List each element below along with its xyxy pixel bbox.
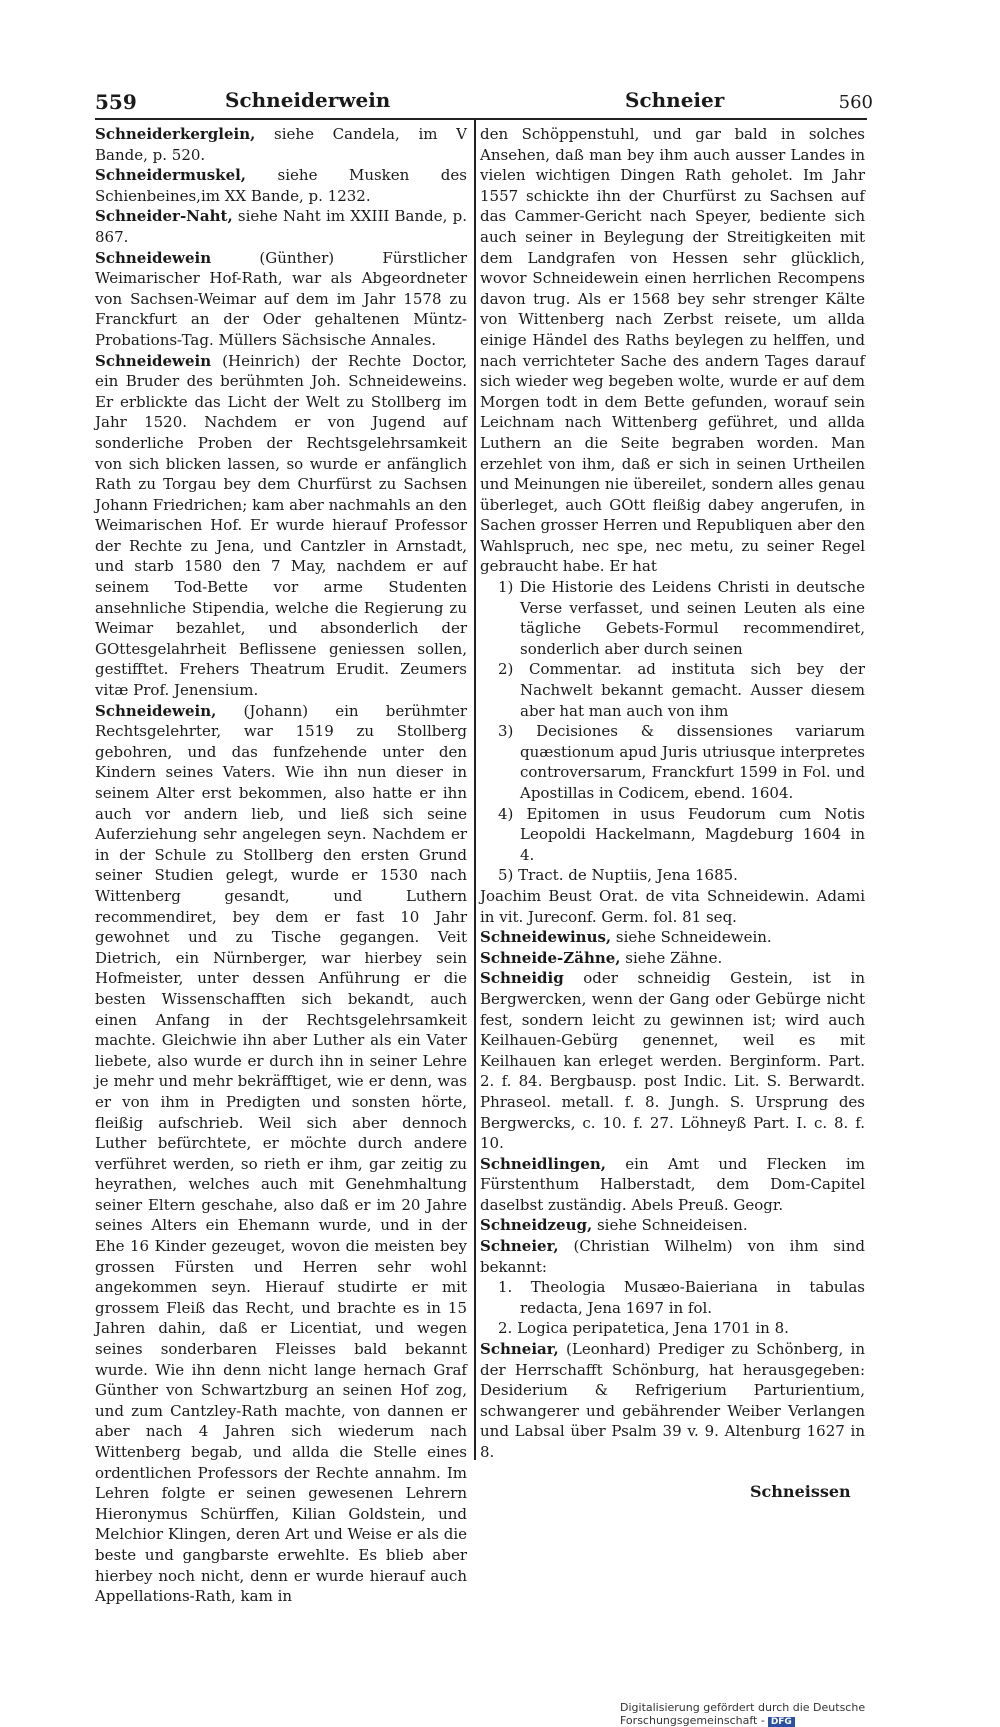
entry-text: siehe Musken des Schienbeines,im XX Bande, p. 1232. (95, 166, 467, 205)
headword: Schneidig (480, 969, 564, 988)
entry-text: (Johann) ein berühmter Rechtsgelehrter, war 1519 zu Stollberg gebohren, und das funfzehende unter den Kindern seines Vaters. Wie ihn nun dieser in seinem Alter erst bekommen, also hatte er ihn auch vor andern lieb, und ließ sich seine Auferziehung sehr angelegen seyn. Nachdem er in der Schule zu Stollberg den ersten Grund seiner Studien gelegt, wurde er 1530 nach Wittenberg gesandt, und Luthern recommendiret, bey dem er fast 10 Jahr gewohnet und zu Tische gegangen. Veit Dietrich, ein Nürnberger, war hierbey sein Hofmeister, unter dessen Anführung er die besten Wissenschafften sich bekandt, auch einen Anfang in der Rechtsgelehrsamkeit machte. Gleichwie ihn aber Luther als ein Vater liebete, also wurde er durch ihn in seiner Lehre je mehr und mehr bekräfftiget, wie er denn, was er von ihm in Predigten und sonsten hörte, fleißig aufschrieb. Weil sich aber dennoch Luther befürchtete, er möchte durch andere verführet werden, so rieth er ihm, gar zeitig zu heyrathen, welches auch mit Genehmhaltung seiner Eltern geschahe, also daß er im 20 Jahre seines Alters ein Ehemann wurde, und in der Ehe 16 Kinder gezeuget, wovon die meisten bey grossen Fürsten und Herren sehr wohl angekommen seyn. Hierauf studirte er mit grossem Fleiß das Recht, und brachte es in 15 Jahren dahin, daß er Licentiat, und wegen seines sonderbaren Fleisses bald bekannt wurde. Wie ihn denn nicht lange hernach Graf Günther von Schwartzburg an seinen Hof zog, und zum Cantzley-Rath machte, von dannen er aber nach 4 Jahren sich wiederum nach Wittenberg begab, und allda die Stelle eines ordentlichen Professors der Rechte annahm. Im Lehren folgte er seinen gewesenen Lehrern Hieronymus Schürffen, Kilian Goldstein, und Melchior Klingen, deren Art und Weise er als die beste und gangbarste erwehlte. Es blieb aber hierbey noch nicht, denn er wurde hierauf auch Appellations-Rath, kam in (95, 701, 467, 1606)
entry-text: oder schneidig Gestein, ist in Bergwercken, wenn der Gang oder Gebürge nicht fest, sondern leicht zu gewinnen ist; wird auch Keilhauen-Gebürg genennet, weil es mit Keilhauen kan erleget werden. Berginform. Part. 2. f. 84. Bergbausp. post Indic. Lit. S. Berwardt. Phraseol. metall. f. 8. Jungh. S. Ursprung des Bergwercks, c. 10. f. 27. Löhneyß Part. I. c. 8. f. 10. (480, 969, 865, 1153)
entry-text: siehe Schneidewein. (611, 928, 772, 947)
column-rule (474, 120, 476, 1460)
work-item: 1) Die Historie des Leidens Christi in deutsche Verse verfasset, und seinen Leuten als eine tägliche Gebets-Formul recommendiret, sonderlich aber durch seinen (498, 578, 865, 658)
running-header (95, 88, 873, 116)
catchword: Schneissen (750, 1482, 851, 1501)
headword: Schneide-Zähne, (480, 948, 621, 967)
header-rule (95, 118, 867, 120)
entry (480, 927, 865, 948)
references: Joachim Beust Orat. de vita Schneidewin. Adami in vit. Jureconf. Germ. fol. 81 seq. (480, 886, 865, 926)
entry-text: siehe Candela, im V Bande, p. 520. (95, 125, 467, 164)
continuation-text: den Schöppenstuhl, und gar bald in solches Ansehen, daß man bey ihm auch ausser Landes in vielen wichtigen Dingen Rath geholet. Im Jahr 1557 schickte ihn der Churfürst zu Sachsen auf das Cammer-Gericht nach Speyer, bediente sich auch seiner in Beylegung der Streitigkeiten mit dem Landgrafen von Hessen sehr glücklich, wovor Schneidewein einen herrlichen Recompens davon trug. Als er 1568 bey sehr strenger Kälte von Wittenberg nach Zerbst reisete, um allda einige Händel des Raths beylegen zu helffen, und nach verrichteter Sache des andern Tages darauf sich wieder weg begeben wolte, wurde er auf dem Morgen todt in dem Bette gefunden, worauf sein Leichnam nach Wittenberg geführet, und allda Luthern an die Seite begraben worden. Man erzehlet von ihm, daß er sich in seinen Urtheilen und Meinungen nie übereilet, sondern alles genau überleget, auch GOtt fleißig dabey angerufen, in Sachen grosser Herren und Republiquen aber den Wahlspruch, nec spe, nec metu, zu seiner Regel gebraucht habe. Er hat (480, 125, 865, 576)
right-column (480, 124, 865, 1463)
headword: Schneiderkerglein, (95, 125, 256, 143)
headword: Schneidewein (95, 248, 212, 267)
headword: Schneidewein (95, 351, 212, 370)
headword: Schneidlingen, (480, 1154, 606, 1173)
entry (480, 1154, 865, 1216)
work-item: 4) Epitomen in usus Feudorum cum Notis Leopoldi Hackelmann, Magdeburg 1604 in 4. (498, 804, 865, 864)
dfg-logo: DFG (768, 1717, 795, 1727)
keyword-right: Schneier (625, 88, 725, 112)
entry (95, 701, 467, 1607)
entry (95, 124, 467, 165)
entry-text: siehe Naht im XXIII Bande, p. 867. (95, 207, 467, 246)
entry (95, 248, 467, 351)
headword: Schneier, (480, 1237, 559, 1256)
entry-text: (Leonhard) Prediger zu Schönberg, in der Herrschafft Schönburg, hat herausgegeben: Desiderium & Refrigerium Parturientium, schwangerer und gebährender Weiber Verlangen und Labsal über Psalm 39 v. 9. Altenburg 1627 in 8. (480, 1340, 865, 1461)
entry-text: (Heinrich) der Rechte Doctor, ein Bruder des berühmten Joh. Schneideweins. Er erblickte das Licht der Welt zu Stollberg im Jahr 1520. Nachdem er von Jugend auf sonderliche Proben der Rechtsgelehrsamkeit von sich blicken lassen, so wurde er anfänglich Rath zu Torgau bey dem Churfürst zu Sachsen Johann Friedrichen; kam aber nachmahls an den Weimarischen Hof. Er wurde hierauf Professor der Rechte zu Jena, und Cantzler in Arnstadt, und starb 1580 den 7 May, nachdem er auf seinem Tod-Bette vor arme Studenten ansehnliche Stipendia, welche die Regierung zu Weimar bezahlet, und absonderlich der GOttesgelahrheit Beflissene geniessen sollen, gestifftet. Frehers Theatrum Erudit. Zeumers vitæ Prof. Jenensium. (95, 351, 467, 700)
work-item: 3) Decisiones & dissensiones variarum quæstionum apud Juris utriusque interpretes controversarum, Franckfurt 1599 in Fol. und Apostillas in Codicem, ebend. 1604. (498, 722, 865, 802)
headword: Schneidewinus, (480, 928, 612, 947)
headword: Schneidzeug, (480, 1216, 593, 1235)
entry (480, 968, 865, 1153)
entry-text: siehe Schneideisen. (592, 1216, 748, 1235)
left-column (95, 124, 467, 1607)
page-number-right: 560 (838, 92, 873, 113)
entry (480, 948, 865, 969)
headword: Schneidermuskel, (95, 166, 247, 185)
entry-text: (Christian Wilhelm) von ihm sind bekannt: (480, 1237, 865, 1276)
work-item: 5) Tract. de Nuptiis, Jena 1685. (498, 866, 738, 885)
work-item: 2. Logica peripatetica, Jena 1701 in 8. (498, 1319, 789, 1338)
entry-text: (Günther) Fürstlicher Weimarischer Hof-Rath, war als Abgeordneter von Sachsen-Weimar auf dem im Jahr 1578 zu Franckfurt an der Oder gehaltenen Müntz-Probations-Tag. Müllers Sächsische Annales. (95, 248, 467, 349)
headword: Schneider-Naht, (95, 207, 233, 226)
page-number-left: 559 (95, 90, 137, 114)
work-item: 2) Commentar. ad instituta sich bey der Nachwelt bekannt gemacht. Ausser diesem aber hat man auch von ihm (498, 660, 865, 720)
footer-text: Digitalisierung gefördert durch die Deutsche Forschungsgemeinschaft - (620, 1701, 866, 1727)
entry-text: ein Amt und Flecken im Fürstenthum Halberstadt, dem Dom-Capitel daselbst zuständig. Abels Preuß. Geogr. (480, 1154, 865, 1214)
entry (480, 1215, 865, 1236)
work-item: 1. Theologia Musæo-Baieriana in tabulas redacta, Jena 1697 in fol. (498, 1278, 865, 1317)
entry (480, 1236, 865, 1277)
headword: Schneidewein, (95, 701, 217, 720)
entry-text: siehe Zähne. (620, 948, 723, 967)
keyword-left: Schneiderwein (225, 88, 391, 112)
headword: Schneiar, (480, 1340, 559, 1359)
entry (480, 1339, 865, 1463)
entry (95, 351, 467, 701)
entry (95, 165, 467, 206)
entry (95, 206, 467, 247)
digitization-footer (620, 1701, 1000, 1727)
